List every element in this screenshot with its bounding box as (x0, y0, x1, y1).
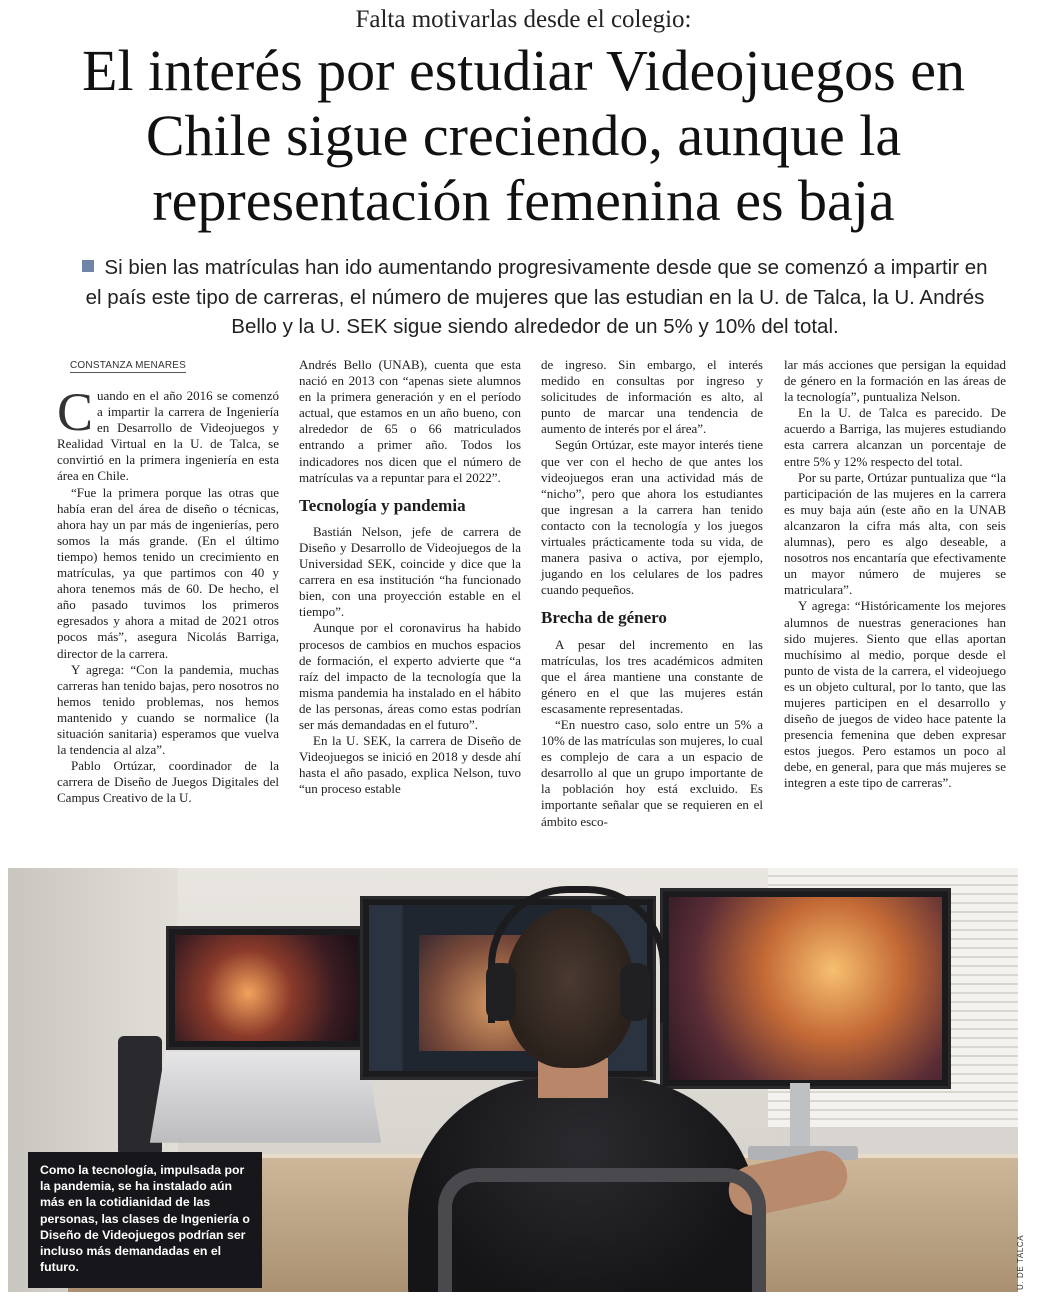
paragraph: “En nuestro caso, solo entre un 5% a 10% de las matrículas son mujeres, lo cual es complejo de cara a un espacio de desarrollo al que un grupo importante de la población hoy está excluido. Es importante señalar que se requieren en el ámbito esco- (541, 716, 763, 829)
laptop-screen (166, 926, 367, 1050)
drop-cap: C (57, 382, 94, 442)
chair (438, 1168, 766, 1292)
paragraph: lar más acciones que persigan la equidad de género en la formación en las áreas de la tecnología”, puntualiza Nelson. (784, 357, 1006, 405)
photo-caption: Como la tecnología, impulsada por la pandemia, se ha instalado aún más en la cotidianidad de las personas, las clases de Ingeniería o Diseño de Videojuegos podrían ser incluso más demandadas en el futuro. (40, 1163, 250, 1275)
deck-text: Si bien las matrículas han ido aumentando progresivamente desde que se comenzó a impartir en (104, 256, 988, 279)
right-monitor (660, 888, 951, 1089)
subheading: Tecnología y pandemia (299, 495, 466, 515)
headline (20, 38, 1027, 233)
headphone-earcup (486, 963, 516, 1021)
column-3 (541, 357, 763, 830)
paragraph: Pablo Ortúzar, coordinador de la carrera de Diseño de Juegos Digitales del Campus Creativo de la U. (57, 758, 279, 806)
column-2 (299, 357, 521, 797)
deck-line: el país este tipo de carreras, el número de mujeres que las estudian en la U. de Talca, la U. Andrés (85, 285, 985, 309)
column-1 (57, 382, 280, 806)
deck-line (60, 253, 1010, 283)
game-screen (175, 935, 358, 1041)
paragraph (57, 382, 279, 485)
headline-line: El interés por estudiar Videojuegos en (82, 38, 965, 103)
photo-caption-box (28, 1152, 262, 1288)
monitor-stand (790, 1083, 810, 1153)
paragraph: En la U. SEK, la carrera de Diseño de Videojuegos se inició en 2018 y desde ahí hasta el año pasado, explica Nelson, tuvo “un proceso estable (299, 733, 521, 797)
paragraph: de ingreso. Sin embargo, el interés medido en consultas por ingreso y solicitudes de información es alto, al punto de marcar una tendencia de aumento de interés por el área”. (541, 357, 763, 437)
paragraph: En la U. de Talca es parecido. De acuerdo a Barriga, las mujeres estudiando esta carrera alcanzan un porcentaje de entre 5% y 12% respecto del total. (784, 405, 1006, 469)
paragraph: “Fue la primera porque las otras que había eran del área de diseño o técnicas, ahora hay un par más de ingenierías, pero somos la más grande. (En el último tiempo) hemos tenido un crecimiento en matrículas, ya que partimos con 40 y ahora tenemos más de 60. De hecho, el año pasado tuvimos los primeros egresados y ahora a mitad de 2021 otros pocos más”, asegura Nicolás Barriga, director de la carrera. (57, 484, 279, 661)
column-4 (784, 357, 1006, 792)
subheading: Brecha de género (541, 608, 667, 628)
paragraph: Andrés Bello (UNAB), cuenta que esta nació en 2013 con “apenas siete alumnos en la primera generación y en el período actual, que estamos en un año bueno, con alrededor de 65 o 66 matriculados entrando a primer año. Todos los indicadores nos dicen que el número de matrículas va a repuntar para el 2022”. (299, 357, 521, 485)
deck-line: Bello y la U. SEK sigue siendo alrededor de un 5% y 10% del total. (231, 315, 839, 338)
laptop-keyboard (150, 1052, 381, 1143)
paragraph-text: uando en el año 2016 se comenzó a impartir la carrera de Ingeniería en Desarrollo de Videojuegos y Realidad Virtual en la U. de Talca, se convirtió en la primera ingeniería en esta área en Chile. (57, 388, 279, 484)
paragraph: Y agrega: “Con la pandemia, muchas carreras han tenido bajas, pero nosotros no hemos tenido problemas, nos hemos mantenido y cuando se normalice (la situación sanitaria) esperamos que vuelva la tendencia al alza”. (57, 661, 280, 758)
deck (60, 253, 1010, 342)
bullet-square-icon (82, 260, 94, 272)
kicker: Falta motivarlas desde el colegio: (355, 6, 692, 33)
game-screen (669, 897, 942, 1080)
paragraph: Y agrega: “Históricamente los mejores alumnos de nuestras generaciones han sido mujeres. Siento que ellas aportan muchísimo al medio, porque desde el punto de vista de la carrera, el videojuego es un objeto cultural, por lo tanto, que las mujeres participen en el desarrollo y diseño de juegos de video hace patente la presencia femenina que deben expresar estos juegos. Pero estamos un poco al debe, en general, para que más mujeres se integren a este tipo de carreras”. (784, 598, 1006, 791)
headline-line: Chile sigue creciendo, aunque la (145, 103, 902, 168)
paragraph: A pesar del incremento en las matrículas, los tres académicos admiten que el área mantiene una constante de género en el que las mujeres están escasamente representadas. (541, 636, 763, 716)
paragraph: Aunque por el coronavirus ha habido procesos de cambios en muchos espacios de formación, el experto advierte que “a raíz del impacto de la tecnología que la misma pandemia ha instalado en el hábito de las personas, áreas como estas podrían ser más demandadas en el futuro”. (299, 620, 521, 732)
headline-line: representación femenina es baja (152, 168, 895, 233)
headphone-earcup (620, 963, 650, 1021)
paragraph: Por su parte, Ortúzar puntualiza que “la participación de las mujeres en la carrera es muy baja aún (este año en la UNAB alcanzaron la cifra más alta, con seis alumnas), pero es algo deseable, a nosotros nos encantaría que efectivamente un mayor número de mujeres se matriculara”. (784, 469, 1006, 598)
byline: CONSTANZA MENARES (70, 360, 187, 371)
paragraph: Bastián Nelson, jefe de carrera de Diseño y Desarrollo de Videojuegos de la Universidad SEK, coincide y dice que la carrera en esa institución “ha funcionado bien, con una proyección estable en el tiempo”. (299, 523, 521, 620)
paragraph: Según Ortúzar, este mayor interés tiene que ver con el hecho de que antes los videojuegos eran una actividad más de “nicho”, pero que ahora los estudiantes que ingresan a la carrera han tenido contacto con la tecnología y los juegos virtuales prácticamente toda su vida, de manera pasiva o activa, por ejemplo, jugando en los celulares de los padres cuando pequeños. (541, 437, 763, 598)
photo-credit: U. DE TALCA (1016, 1234, 1025, 1290)
